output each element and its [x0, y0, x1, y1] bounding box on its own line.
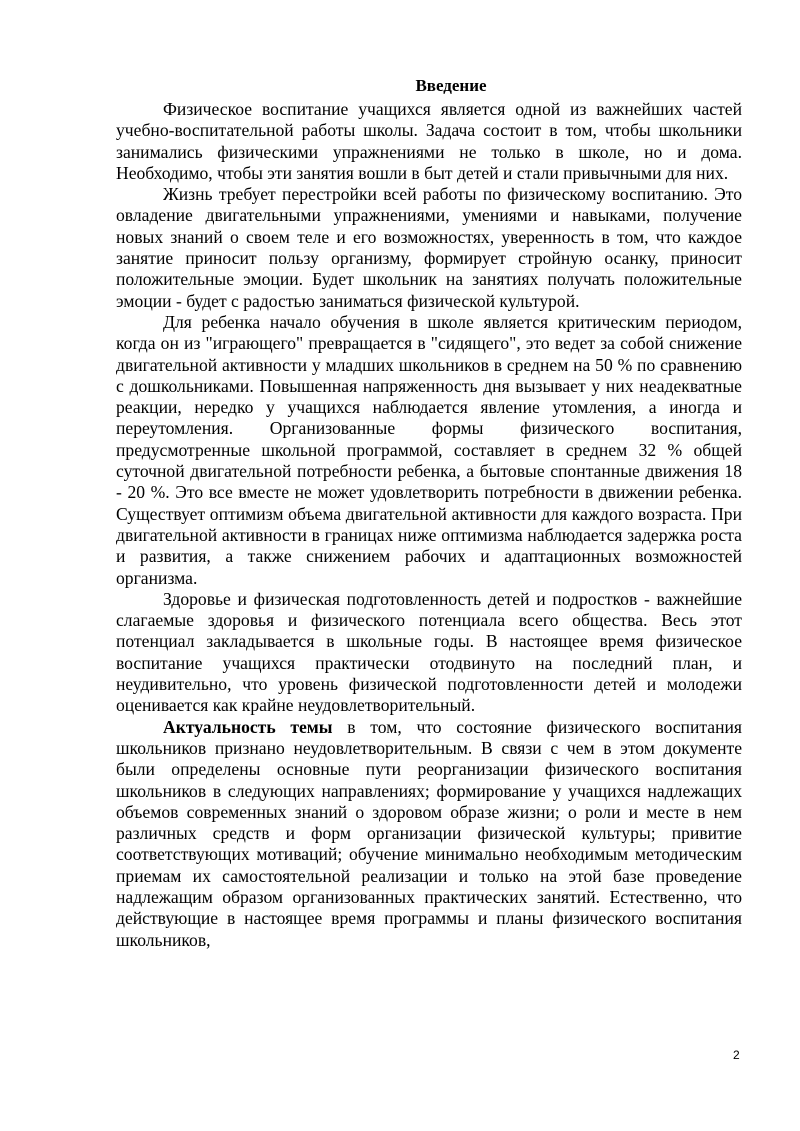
paragraph-2: Жизнь требует перестройки всей работы по физическому воспитанию. Это овладение двигательными упражнениями, умениями и навыками, получение новых знаний о своем теле и его возможностях, уверенность в том, что каждое занятие приносит пользу организму, формирует стройную осанку, приносит положительные эмоции. Будет школьник на занятиях получать положительные эмоции - будет с радостью заниматься физической культурой. [116, 184, 742, 311]
paragraph-4: Здоровье и физическая подготовленность детей и подростков - важнейшие слагаемые здоровья и физического потенциала всего общества. Весь этот потенциал закладывается в школьные годы. В настоящее время физическое воспитание учащихся практически отодвинуто на последний план, и неудивительно, что уровень физической подготовленности детей и молодежи оценивается как крайне неудовлетворительный. [116, 588, 742, 716]
paragraph-1: Физическое воспитание учащихся является одной из важнейших частей учебно-воспитательной работы школы. Задача состоит в том, чтобы школьники занимались физическими упражнениями не только в школе, но и дома. Необходимо, чтобы эти занятия вошли в быт детей и стали привычными для них. [116, 99, 742, 183]
document-page [116, 74, 742, 951]
page-number: 2 [733, 1048, 740, 1062]
paragraph-5-text: в том, что состояние физического воспитания школьников признано неудовлетворительным. В связи с чем в этом документе были определены основные пути реорганизации физического воспитания школьников в следующих направлениях; формирование у учащихся надлежащих объемов современных знаний о здоровом образе жизни; о роли и месте в нем различных средств и форм организации физической культуры; привитие соответствующих мотиваций; обучение минимально необходимым методическим приемам их самостоятельной реализации и только на этой базе проведение надлежащим образом организованных практических занятий. Естественно, что действующие в настоящее время программы и планы физического воспитания школьников, [116, 716, 743, 950]
section-title: Введение [415, 76, 487, 95]
paragraph-5 [116, 717, 742, 951]
paragraph-3: Для ребенка начало обучения в школе является критическим периодом, когда он из "играющего" превращается в "сидящего", это ведет за собой снижение двигательной активности у младших школьников в среднем на 50 % по сравнению с дошкольниками. Повышенная напряженность дня вызывает у них неадекватные реакции, нередко у учащихся наблюдается явление утомления, а иногда и переутомления. Организованные формы физического воспитания, предусмотренные школьной программой, составляет в среднем 32 % общей суточной двигательной потребности ребенка, а бытовые спонтанные движения 18 - 20 %. Это все вместе не может удовлетворить потребности в движении ребенка. Существует оптимизм объема двигательной активности для каждого возраста. При двигательной активности в границах ниже оптимизма наблюдается задержка роста и развития, а также снижением рабочих и адаптационных возможностей организма. [116, 311, 742, 588]
relevance-heading: Актуальность темы [163, 716, 333, 737]
